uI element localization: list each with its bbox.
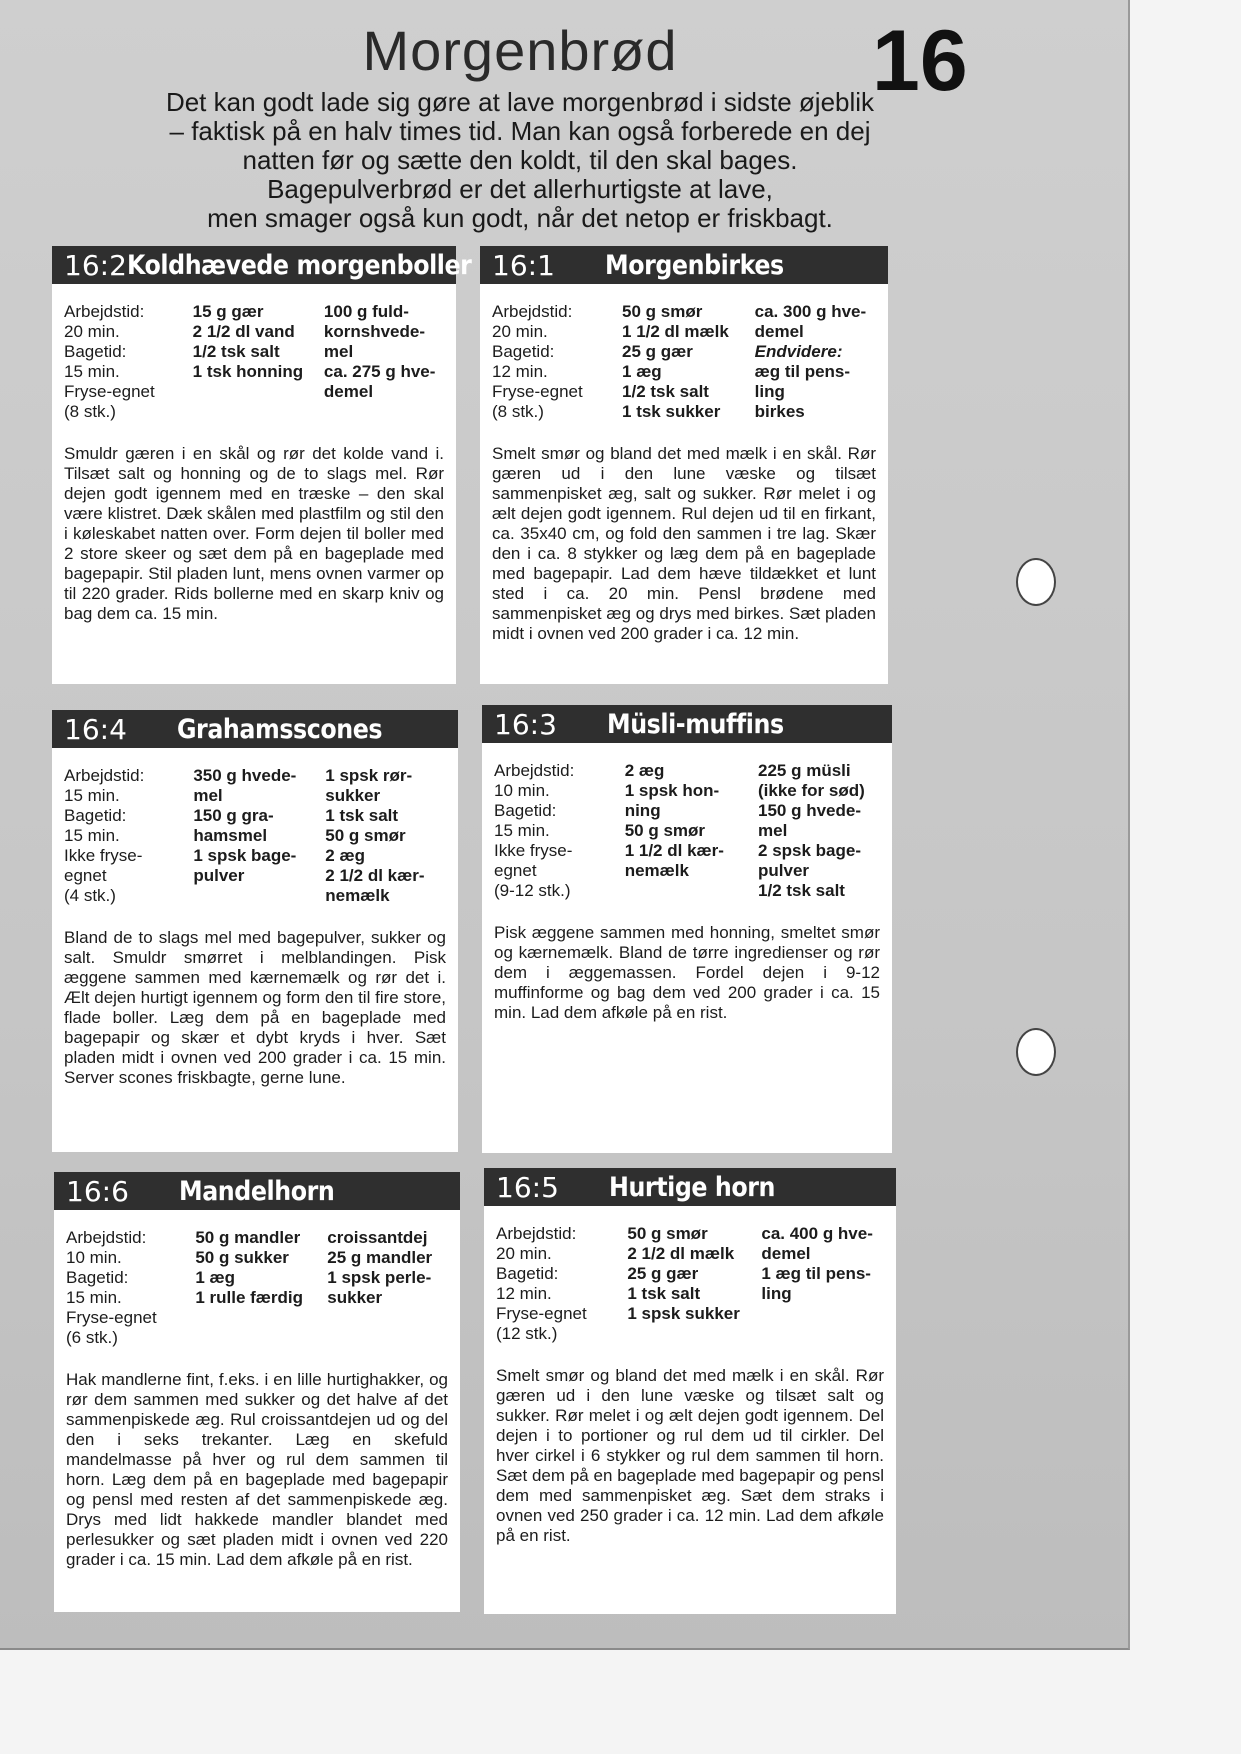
ingredient-line: 1 spsk perle-: [327, 1268, 432, 1287]
time-info-line: Arbejdstid:: [492, 302, 573, 321]
ingredient-line: 50 g smør: [624, 821, 706, 840]
recipe-meta: [52, 284, 456, 422]
ingredients-list: [758, 761, 880, 901]
time-info-line: 10 min.: [494, 781, 550, 800]
ingredient-line: ning: [624, 801, 661, 820]
recipe-header: [480, 246, 888, 284]
recipe-title: Koldhævede morgenboller: [126, 249, 472, 281]
ingredient-line: sukker: [327, 1288, 383, 1307]
ingredient-line: ling: [754, 382, 785, 401]
ingredient-line: hamsmel: [193, 826, 268, 845]
ingredients-list: [755, 302, 876, 422]
chapter-intro: [120, 88, 920, 233]
recipe-method: Bland de to slags mel med bagepulver, sukker og salt. Smuldr smørret i melblandingen. Pisk æggene sammen med kærnemælk og rør det i. Ælt dejen hurtigt igennem og form den til fire store, flade boller. Læg dem på en bageplade med bagepapir og skær et dybt kryds i hver. Sæt pladen midt i ovnen ved 200 grader i ca. 15 min. Server scones friskbagte, gerne lune.: [64, 928, 446, 1087]
recipe-header: [484, 1168, 896, 1206]
ingredient-line: 1 æg: [195, 1268, 236, 1287]
time-info-line: 20 min.: [496, 1244, 552, 1263]
ingredient-line: 1 tsk sukker: [622, 402, 721, 421]
time-info-line: egnet: [64, 866, 107, 885]
ingredient-line: 225 g müsli: [758, 761, 851, 780]
recipe-card: [482, 705, 892, 1153]
ingredient-line: 50 g sukker: [195, 1248, 289, 1267]
ingredient-line: 1 tsk salt: [627, 1284, 701, 1303]
ingredient-line: 50 g smør: [627, 1224, 708, 1243]
ingredients-list: [627, 1224, 761, 1344]
recipe-card: [52, 710, 458, 1152]
ingredient-line: kornshvede-: [323, 322, 425, 341]
ingredient-line: 1/2 tsk salt: [192, 342, 280, 361]
ingredient-line: mel: [758, 821, 788, 840]
recipe-number: 16:6: [66, 1174, 129, 1208]
time-info-line: Arbejdstid:: [494, 761, 575, 780]
ingredients-list: [195, 1228, 327, 1348]
recipe-number: 16:4: [64, 712, 127, 746]
binder-hole: [1016, 558, 1056, 606]
time-info-line: Bagetid:: [66, 1268, 129, 1287]
recipe-title: Mandelhorn: [179, 1175, 335, 1207]
recipe-card: [52, 246, 472, 684]
ingredient-line: 2 1/2 dl mælk: [627, 1244, 735, 1263]
intro-line: – faktisk på en halv times tid. Man kan også forberede en dej: [169, 116, 871, 146]
time-info-line: Fryse-egnet: [64, 382, 155, 401]
recipe-number: 16:2: [64, 248, 127, 282]
ingredients-list: [327, 1228, 448, 1348]
ingredients-list: [193, 766, 325, 906]
ingredient-line: 2 æg: [624, 761, 665, 780]
recipe-title: Grahamsscones: [177, 713, 383, 745]
recipe-method: Pisk æggene sammen med honning, smeltet smør og kærnemælk. Bland de tørre ingredienser og rør dem i æggemassen. Fordel dejen i 9-12 muffinforme og bag dem ved 200 grader i ca. 15 min. Lad dem afkøle på en rist.: [494, 923, 880, 1022]
ingredient-line: 1 tsk honning: [192, 362, 304, 381]
time-info-line: 15 min.: [64, 826, 120, 845]
recipe-title: Müsli-muffins: [607, 708, 784, 740]
ingredient-line: 100 g fuld-: [323, 302, 409, 321]
ingredient-line: 15 g gær: [192, 302, 264, 321]
time-info-line: Bagetid:: [492, 342, 555, 361]
ingredients-list: [625, 761, 758, 901]
recipe-method: Smelt smør og bland det med mælk i en skål. Rør gæren ud i den lune væske og tilsæt salt og sukker. Rør melet i og ælt dejen godt igennem. Del dejen i to portioner og rul dem ud til cirkler. Del hver cirkel i 6 stykker og rul dem sammen til horn. Sæt dem på en bageplade med bagepapir og pensl dem med sammenpisket æg. Sæt dem straks i ovnen ved 250 grader i ca. 12 min. Lad dem afkøle på en rist.: [496, 1366, 884, 1545]
recipe-number: 16:1: [492, 248, 555, 282]
time-info-line: Arbejdstid:: [64, 302, 145, 321]
ingredient-line: 150 g hvede-: [758, 801, 862, 820]
ingredient-line: ca. 275 g hve-: [323, 362, 436, 381]
ingredient-line: demel: [754, 322, 804, 341]
page-title: Morgenbrød: [362, 19, 678, 82]
ingredient-line: 1 spsk rør-: [325, 766, 413, 785]
recipe-card: [484, 1168, 896, 1614]
time-info-line: 20 min.: [492, 322, 548, 341]
time-info-line: Bagetid:: [64, 342, 127, 361]
time-info-line: 20 min.: [64, 322, 120, 341]
time-info: [494, 761, 625, 901]
binder-hole: [1016, 1028, 1056, 1076]
ingredient-line: demel: [761, 1244, 811, 1263]
time-info-line: 15 min.: [64, 362, 120, 381]
time-info: [64, 302, 193, 422]
time-info: [492, 302, 622, 422]
intro-line: natten før og sætte den koldt, til den skal bages.: [242, 145, 798, 175]
time-info-line: (4 stk.): [64, 886, 116, 905]
ingredient-line: 1/2 tsk salt: [622, 382, 709, 401]
time-info-line: 15 min.: [66, 1288, 122, 1307]
ingredient-line: 1 spsk sukker: [627, 1304, 740, 1323]
ingredient-line: 50 g smør: [622, 302, 703, 321]
recipe-meta: [480, 284, 888, 422]
ingredient-line: demel: [323, 382, 374, 401]
time-info-line: 15 min.: [64, 786, 120, 805]
recipe-meta: [52, 748, 458, 906]
ingredient-line: ling: [761, 1284, 792, 1303]
recipe-method: Smelt smør og bland det med mælk i en skål. Rør gæren ud i den lune væske og tilsæt sammenpisket æg, salt og sukker. Rør melet i og ælt dejen godt igennem. Rul dejen ud til en firkant, ca. 35x40 cm, og fold den sammen i tre lag. Skær den i ca. 8 stykker og læg dem på en bageplade med bagepapir. Lad dem hæve tildækket et lunt sted i ca. 20 min. Pensl brødene med sammenpisket æg og drys med birkes. Sæt pladen midt i ovnen ved 200 grader i ca. 12 min.: [492, 444, 876, 643]
recipe-number: 16:5: [496, 1170, 559, 1204]
ingredient-line: birkes: [754, 402, 805, 421]
recipe-card: [480, 246, 888, 684]
time-info-line: 12 min.: [496, 1284, 552, 1303]
intro-line: Bagepulverbrød er det allerhurtigste at lave,: [267, 174, 773, 204]
ingredient-line: mel: [193, 786, 223, 805]
time-info-line: (9-12 stk.): [494, 881, 571, 900]
intro-line: men smager også kun godt, når det netop er friskbagt.: [207, 203, 833, 233]
time-info-line: 12 min.: [492, 362, 548, 381]
ingredients-list: [761, 1224, 884, 1344]
ingredient-line: 50 g smør: [325, 826, 406, 845]
ingredient-line: 1 rulle færdig: [195, 1288, 304, 1307]
recipe-title: Hurtige horn: [609, 1171, 776, 1203]
recipe-meta: [54, 1210, 460, 1348]
time-info-line: Ikke fryse-: [64, 846, 143, 865]
ingredients-list: [193, 302, 324, 422]
time-info-line: Bagetid:: [64, 806, 127, 825]
ingredient-line: 25 g mandler: [327, 1248, 433, 1267]
time-info-line: Bagetid:: [494, 801, 557, 820]
recipe-header: [52, 246, 472, 284]
ingredient-line: (ikke for sød): [758, 781, 865, 800]
recipe-method: Smuldr gæren i en skål og rør det kolde vand i. Tilsæt salt og honning og de to slags mel. Rør dejen godt igennem med en træske – den skal være klistret. Dæk skålen med plastfilm og stil den i køleskabet natten over. Form dejen til boller med 2 store skeer og sæt dem på en bageplade med bagepapir. Stil pladen lunt, mens ovnen varmer op til 220 grader. Rids bollerne med en skarp kniv og bag dem ca. 15 min.: [64, 444, 444, 623]
intro-line: Det kan godt lade sig gøre at lave morgenbrød i sidste øjeblik: [165, 87, 875, 117]
ingredient-line: 2 spsk bage-: [758, 841, 862, 860]
time-info-line: egnet: [494, 861, 537, 880]
ingredient-line: nemælk: [624, 861, 689, 880]
time-info: [496, 1224, 627, 1344]
ingredient-line: 2 æg: [325, 846, 365, 865]
ingredient-line: 2 1/2 dl kær-: [325, 866, 425, 885]
time-info-line: Arbejdstid:: [496, 1224, 577, 1243]
ingredient-line: Endvidere:: [754, 342, 843, 361]
recipe-meta: [482, 743, 892, 901]
ingredient-line: 1 æg til pens-: [761, 1264, 871, 1283]
chapter-number: 16: [872, 13, 968, 109]
recipe-header: [52, 710, 458, 748]
ingredient-line: 1 1/2 dl mælk: [622, 322, 729, 341]
time-info-line: 15 min.: [494, 821, 550, 840]
time-info: [64, 766, 193, 906]
ingredient-line: pulver: [758, 861, 810, 880]
recipe-header: [482, 705, 892, 743]
recipe-header: [54, 1172, 460, 1210]
ingredient-line: sukker: [325, 786, 381, 805]
ingredient-line: 1 1/2 dl kær-: [624, 841, 724, 860]
recipe-title: Morgenbirkes: [605, 249, 784, 281]
time-info-line: Ikke fryse-: [494, 841, 573, 860]
ingredient-line: ca. 400 g hve-: [761, 1224, 873, 1243]
ingredient-line: 25 g gær: [627, 1264, 699, 1283]
time-info-line: Fryse-egnet: [496, 1304, 587, 1323]
ingredient-line: 1 æg: [622, 362, 662, 381]
ingredient-line: mel: [323, 342, 354, 361]
recipe-method: Hak mandlerne fint, f.eks. i en lille hurtighakker, og rør dem sammen med sukker og det halve af det sammenpiskede æg. Rul croissantdejen ud og del den i seks trekanter. Læg en skefuld mandelmasse på hver og rul dem sammen til horn. Læg dem på en bageplade med bagepapir og pensl med resten af det sammenpiskede æg. Drys med lidt hakkede mandler blandet med perlesukker og sæt pladen midt i ovnen ved 220 grader i ca. 15 min. Lad dem afkøle på en rist.: [66, 1370, 448, 1569]
ingredient-line: æg til pens-: [754, 362, 851, 381]
time-info-line: (8 stk.): [492, 402, 544, 421]
time-info: [66, 1228, 195, 1348]
ingredient-line: 50 g mandler: [195, 1228, 301, 1247]
ingredients-list: [325, 766, 446, 906]
ingredient-line: 150 g gra-: [193, 806, 274, 825]
time-info-line: Bagetid:: [496, 1264, 559, 1283]
ingredients-list: [622, 302, 755, 422]
ingredient-line: 350 g hvede-: [193, 766, 297, 785]
ingredient-line: 1/2 tsk salt: [758, 881, 845, 900]
ingredient-line: 1 tsk salt: [325, 806, 399, 825]
time-info-line: 10 min.: [66, 1248, 122, 1267]
recipe-card: [54, 1172, 460, 1612]
ingredient-line: 2 1/2 dl vand: [192, 322, 295, 341]
time-info-line: (8 stk.): [64, 402, 116, 421]
ingredient-line: 25 g gær: [622, 342, 693, 361]
ingredient-line: ca. 300 g hve-: [754, 302, 867, 321]
time-info-line: Fryse-egnet: [492, 382, 583, 401]
ingredient-line: croissantdej: [327, 1228, 428, 1247]
ingredient-line: 1 spsk hon-: [624, 781, 720, 800]
recipe-number: 16:3: [494, 707, 557, 741]
time-info-line: (6 stk.): [66, 1328, 118, 1347]
ingredient-line: 1 spsk bage-: [193, 846, 297, 865]
time-info-line: Arbejdstid:: [64, 766, 145, 785]
time-info-line: (12 stk.): [496, 1324, 558, 1343]
ingredient-line: nemælk: [325, 886, 390, 905]
ingredients-list: [324, 302, 444, 422]
ingredient-line: pulver: [193, 866, 245, 885]
time-info-line: Arbejdstid:: [66, 1228, 147, 1247]
time-info-line: Fryse-egnet: [66, 1308, 157, 1327]
recipe-meta: [484, 1206, 896, 1344]
